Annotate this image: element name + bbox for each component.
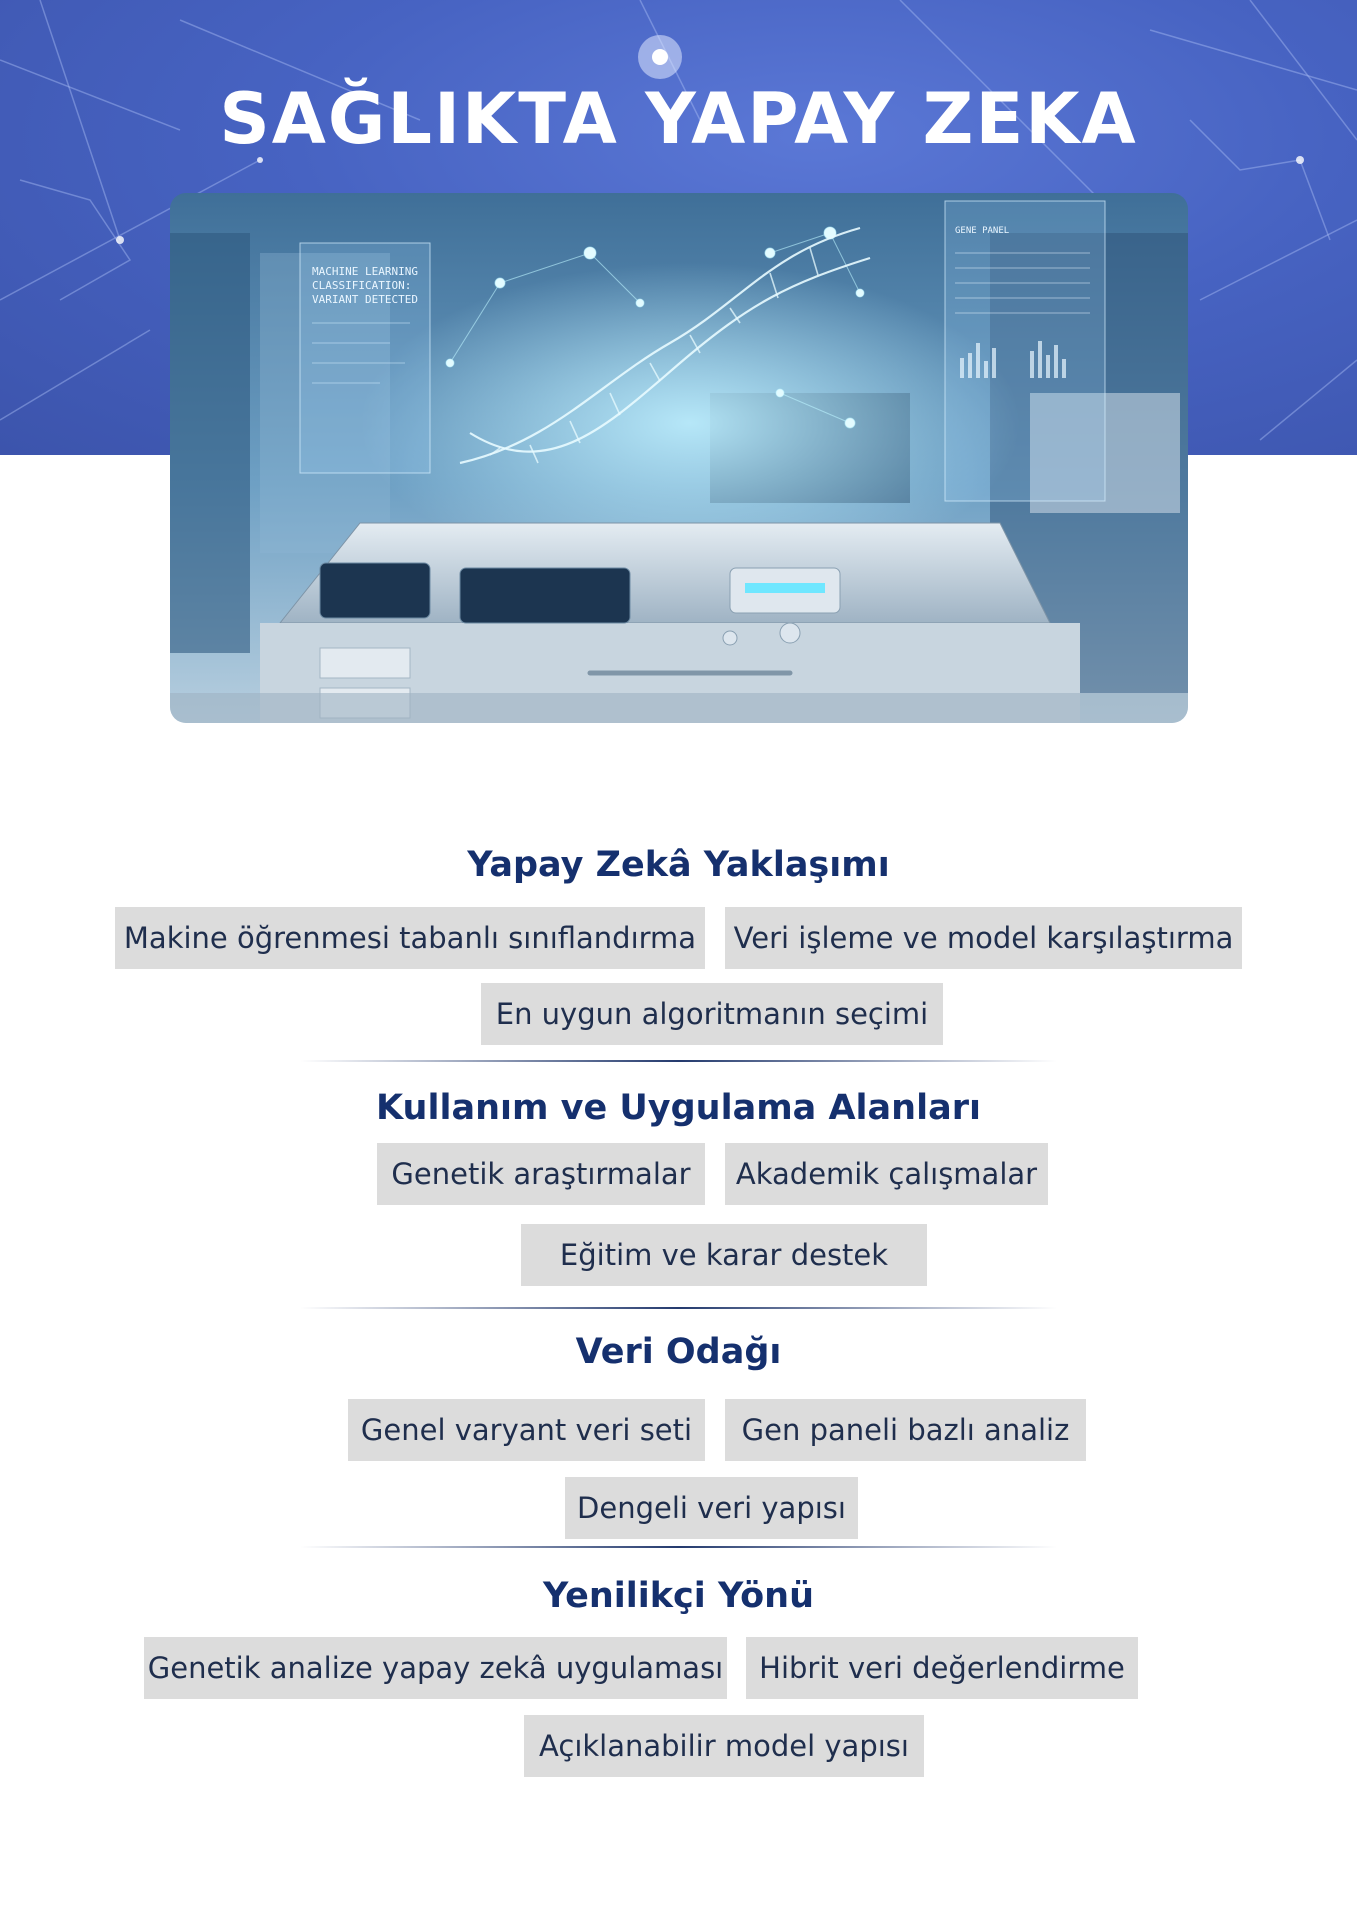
usage-chip: Genetik araştırmalar	[377, 1143, 705, 1205]
approach-chip: Veri işleme ve model karşılaştırma	[725, 907, 1242, 969]
usage-chip: Eğitim ve karar destek	[521, 1224, 927, 1286]
hologram-text-line: VARIANT DETECTED	[312, 293, 418, 306]
data-focus-chip: Dengeli veri yapısı	[565, 1477, 858, 1539]
innovation-chip: Hibrit veri değerlendirme	[746, 1637, 1138, 1699]
innovation-chip: Genetik analize yapay zekâ uygulaması	[144, 1637, 727, 1699]
hologram-text-line: MACHINE LEARNING	[312, 265, 418, 278]
usage-chip: Akademik çalışmalar	[725, 1143, 1048, 1205]
section-divider	[300, 1060, 1057, 1062]
hero-image	[170, 193, 1188, 723]
data-focus-chip: Gen paneli bazlı analiz	[725, 1399, 1086, 1461]
section-heading-approach: Yapay Zekâ Yaklaşımı	[467, 845, 890, 885]
section-heading-innovation: Yenilikçi Yönü	[543, 1576, 814, 1616]
section-heading-data-focus: Veri Odağı	[575, 1332, 782, 1372]
approach-chip: Makine öğrenmesi tabanlı sınıflandırma	[115, 907, 705, 969]
approach-chip: En uygun algoritmanın seçimi	[481, 983, 943, 1045]
section-divider	[300, 1546, 1057, 1548]
hologram-panel-title: GENE PANEL	[955, 226, 1010, 236]
data-focus-chip: Genel varyant veri seti	[348, 1399, 705, 1461]
section-heading-usage: Kullanım ve Uygulama Alanları	[376, 1088, 981, 1128]
lab-dna-illustration	[170, 193, 1188, 723]
hologram-text-line: CLASSIFICATION:	[312, 279, 412, 292]
section-divider	[300, 1307, 1057, 1309]
page-title: SAĞLIKTA YAPAY ZEKA	[219, 78, 1138, 160]
innovation-chip: Açıklanabilir model yapısı	[524, 1715, 924, 1777]
